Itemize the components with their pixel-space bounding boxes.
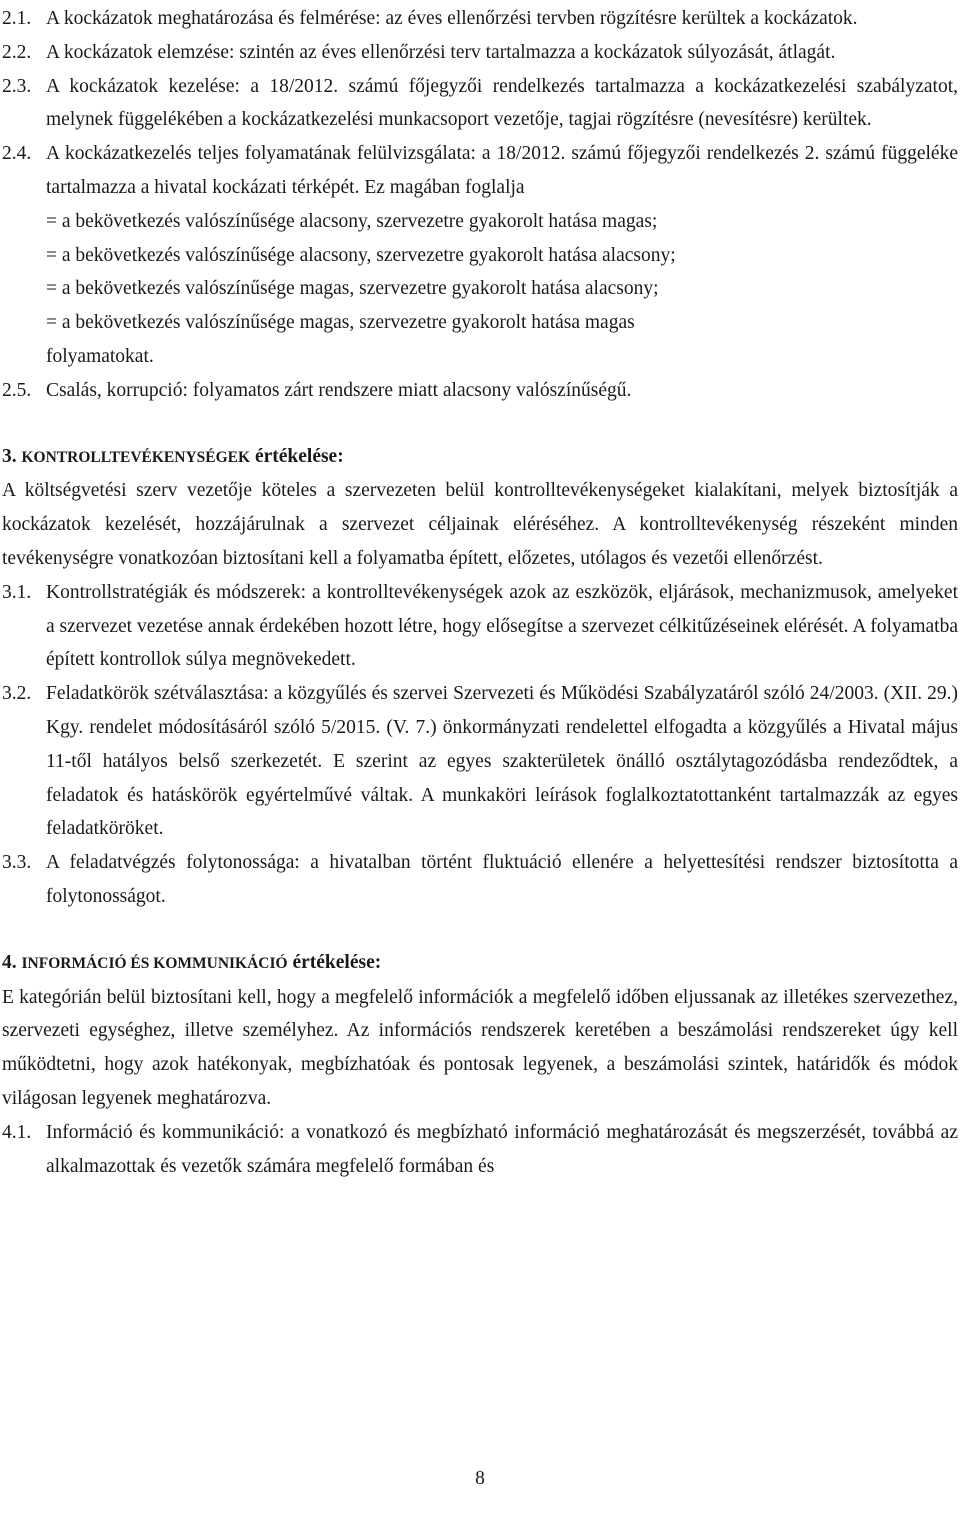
item-number: 3.1. — [2, 581, 32, 603]
item-number: 2.2. — [2, 41, 32, 63]
item-text: Csalás, korrupció: folyamatos zárt rendszere miatt alacsony valószínűségű. — [46, 379, 632, 401]
section-4-intro: E kategórián belül biztosítani kell, hogy a megfelelő információk a megfelelő időben eljussanak az illetékes szervezethez, szervezeti egységhez, illetve személyhez. Az információs rendszerek keretében a beszámolási rendszereket úgy kell működtetni, hogy azok hatékonyak, megbízhatóak és pontosak legyenek, a beszámolási szintek, határidők és módok világosan legyenek meghatározva. — [2, 986, 958, 1109]
risk-line: = a bekövetkezés valószínűsége magas, szervezetre gyakorolt hatása magas — [46, 312, 635, 334]
item-number: 3.2. — [2, 683, 32, 705]
item-text: A kockázatkezelés teljes folyamatának felülvizsgálata: a 18/2012. számú főjegyzői rendelkezés 2. számú függeléke tartalmazza a hivatal kockázati térképét. Ez magában foglalja — [46, 143, 958, 198]
list-item-2-3 — [2, 70, 958, 138]
list-item-4-1 — [2, 1116, 958, 1184]
risk-line: = a bekövetkezés valószínűsége alacsony, szervezetre gyakorolt hatása magas; — [46, 210, 658, 232]
item-number: 2.1. — [2, 8, 32, 29]
list-item-2-1 — [2, 2, 958, 36]
list-item-3-3 — [2, 846, 958, 914]
item-number: 2.4. — [2, 143, 32, 165]
item-number: 4.1. — [2, 1121, 32, 1143]
section-title-caps: INFORMÁCIÓ ÉS KOMMUNIKÁCIÓ — [21, 954, 288, 972]
item-number: 2.3. — [2, 75, 32, 97]
item-text: A kockázatok kezelése: a 18/2012. számú főjegyzői rendelkezés tartalmazza a kockázatkezelési szabályzatot, melynek függelékében a kockázatkezelési munkacsoport vezetője, tagjai rögzítésre (nevesítésre) kerültek. — [46, 75, 958, 131]
item-text: Feladatkörök szétválasztása: a közgyűlés és szervei Szervezeti és Működési Szabályzatáról szóló 24/2003. (XII. 29.) Kgy. rendelet módosításáról szóló 5/2015. (V. 7.) önkormányzati rendelettel elfogadta a közgyűlés a Hivatal május 11-től hatályos belső szerkezetét. E szerint az egyes szakterületek önálló osztálytagozódásba rendeződtek, a feladatok és hatáskörök egyértelművé váltak. A munkaköri leírások foglalkoztatottanként tartalmazzák az egyes feladatköröket. — [46, 683, 958, 840]
risk-line: folyamatokat. — [46, 345, 154, 367]
risk-line: = a bekövetkezés valószínűsége magas, szervezetre gyakorolt hatása alacsony; — [46, 278, 659, 300]
page-number: 8 — [475, 1468, 485, 1489]
item-text: A feladatvégzés folytonossága: a hivatalban történt fluktuáció ellenére a helyettesítési rendszer biztosította a folytonosságot. — [46, 852, 958, 907]
item-text: A kockázatok elemzése: szintén az éves ellenőrzési terv tartalmazza a kockázatok súlyozását, átlagát. — [46, 41, 836, 63]
list-item-3-2 — [2, 677, 958, 846]
section-number: 3. — [2, 445, 17, 467]
item-text: Kontrollstratégiák és módszerek: a kontrolltevékenységek azok az eszközök, eljárások, mechanizmusok, amelyeket a szervezet vezetése annak érdekében hozott létre, hogy elősegítse a szervezet célkitűzéseinek elérését. A folyamatba épített kontrollok súlya megnövekedett. — [46, 581, 958, 671]
section-3-intro: A költségvetési szerv vezetője köteles a szervezeten belül kontrolltevékenységeket kialakítani, melyek biztosítják a kockázatok kezelését, hozzájárulnak a szervezet céljainak eléréséhez. A kontrolltevékenység részeként minden tevékenységre vonatkozóan biztosítani kell a folyamatba épített, előzetes, utólagos és vezetői ellenőrzést. — [2, 480, 958, 569]
section-3-heading — [2, 440, 958, 475]
section-title-caps: KONTROLLTEVÉKENYSÉGEK — [21, 448, 251, 466]
section-4-heading — [2, 946, 958, 981]
item-text: A kockázatok meghatározása és felmérése: az éves ellenőrzési tervben rögzítésre kerültek a kockázatok. — [46, 8, 858, 29]
list-item-3-1 — [2, 576, 958, 677]
section-title-rest: értékelése: — [254, 445, 344, 467]
page-content — [2, 0, 958, 1183]
section-number: 4. — [2, 951, 17, 973]
list-item-2-5 — [2, 374, 958, 408]
item-text: Információ és kommunikáció: a vonatkozó és megbízható információ meghatározását és megszerzését, továbbá az alkalmazottak és vezetők számára megfelelő formában és — [46, 1121, 958, 1177]
list-item-2-4 — [2, 137, 958, 205]
item-number: 2.5. — [2, 379, 32, 401]
list-item-2-2 — [2, 36, 958, 70]
item-number: 3.3. — [2, 852, 32, 874]
section-title-rest: értékelése: — [292, 951, 382, 973]
risk-line: = a bekövetkezés valószínűsége alacsony, szervezetre gyakorolt hatása alacsony; — [46, 244, 676, 266]
risk-map-lines — [2, 205, 958, 374]
